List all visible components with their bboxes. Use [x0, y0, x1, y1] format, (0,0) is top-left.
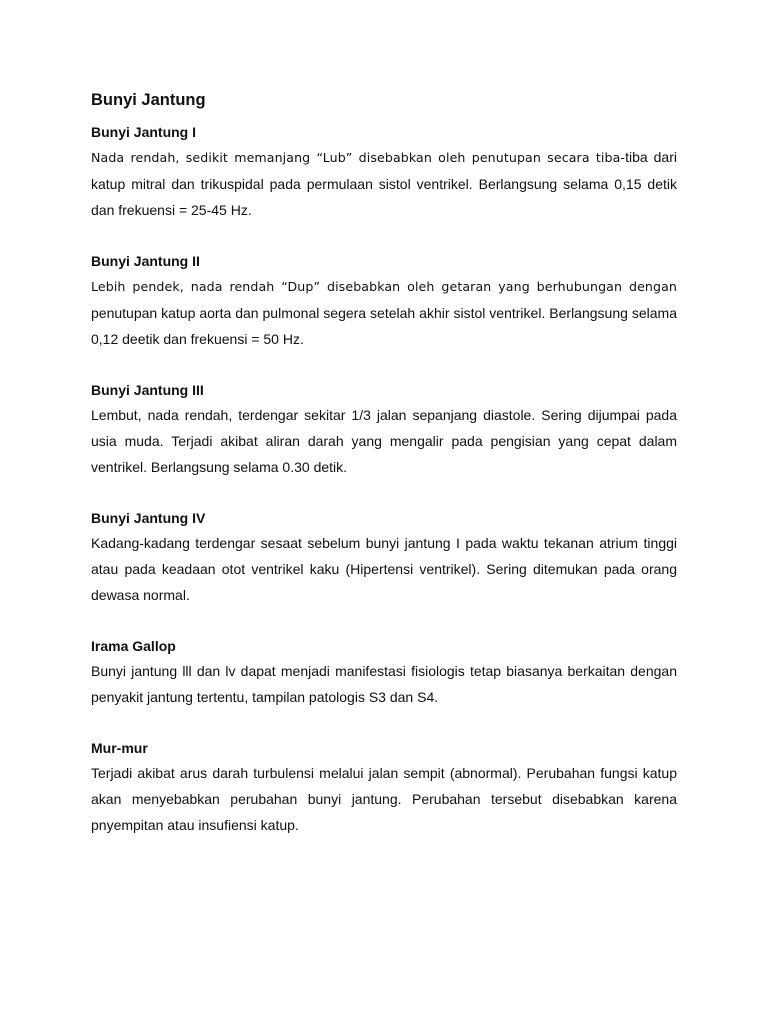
- section-paragraph: Terjadi akibat arus darah turbulensi melalui jalan sempit (abnormal). Perubahan fungsi katup akan menyebabkan perubahan bunyi jantung. Perubahan tersebut disebabkan karena pnyempitan atau insufiensi katup.: [91, 765, 677, 833]
- section-heading: Bunyi Jantung III: [91, 382, 204, 398]
- document-title: Bunyi Jantung: [91, 91, 206, 109]
- section-paragraph: [91, 144, 677, 223]
- section-paragraph: Lembut, nada rendah, terdengar sekitar 1/3 jalan sepanjang diastole. Sering dijumpai pada usia muda. Terjadi akibat aliran darah yang mengalir pada pengisian yang cepat dalam ventrikel. Berlangsung selama 0.30 detik.: [91, 407, 677, 475]
- section-heading: Bunyi Jantung II: [91, 253, 200, 269]
- section-irama-gallop: [91, 634, 677, 710]
- section-bunyi-jantung-3: [91, 378, 677, 480]
- section-heading: Bunyi Jantung IV: [91, 510, 206, 526]
- section-paragraph: Bunyi jantung lll dan lv dapat menjadi manifestasi fisiologis tetap biasanya berkaitan dengan penyakit jantung tertentu, tampilan patologis S3 dan S4.: [91, 663, 677, 705]
- section-paragraph: [91, 273, 677, 352]
- section-heading: Mur-mur: [91, 740, 148, 756]
- section-bunyi-jantung-2: [91, 249, 677, 352]
- section-bunyi-jantung-4: [91, 506, 677, 608]
- section-heading: Irama Gallop: [91, 638, 176, 654]
- paragraph-lead-text: Lebih pendek, nada rendah “Dup” disebabkan oleh getaran yang berhubungan dengan: [91, 279, 677, 294]
- section-heading: Bunyi Jantung I: [91, 124, 196, 140]
- document-page: [91, 88, 677, 838]
- paragraph-lead-text: Nada rendah, sedikit memanjang “Lub” disebabkan oleh penutupan secara tiba-: [91, 150, 626, 165]
- paragraph-text: penutupan katup aorta dan pulmonal segera setelah akhir sistol ventrikel. Berlangsung selama 0,12 deetik dan frekuensi = 50 Hz.: [91, 305, 677, 347]
- section-paragraph: Kadang-kadang terdengar sesaat sebelum bunyi jantung I pada waktu tekanan atrium tinggi atau pada keadaan otot ventrikel kaku (Hipertensi ventrikel). Sering ditemukan pada orang dewasa normal.: [91, 535, 677, 603]
- section-bunyi-jantung-1: [91, 120, 677, 223]
- paragraph-text: tiba dari katup mitral dan trikuspidal pada permulaan sistol ventrikel. Berlangsung selama 0,15 detik dan frekuensi = 25-45 Hz.: [91, 149, 677, 218]
- section-mur-mur: [91, 736, 677, 838]
